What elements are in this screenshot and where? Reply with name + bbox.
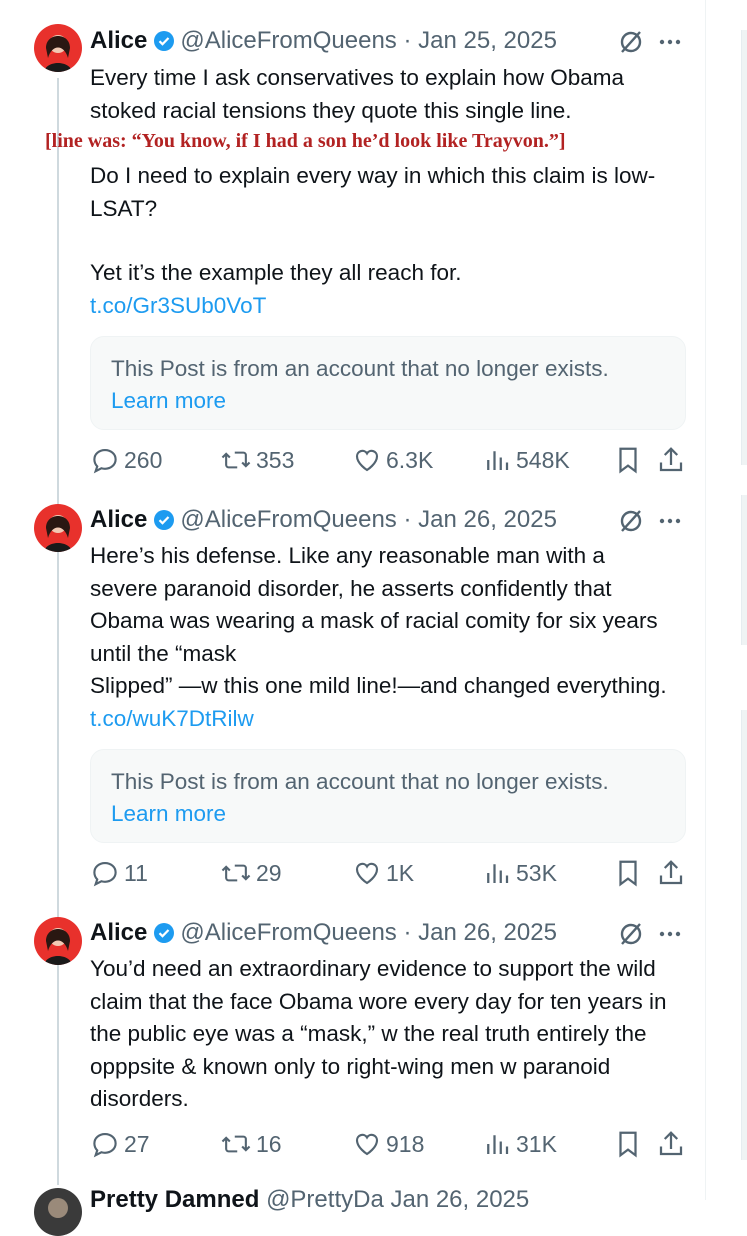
display-name[interactable]: Alice (90, 27, 148, 54)
reply-count: 11 (124, 859, 148, 886)
verified-badge-icon (153, 30, 175, 52)
repost-icon (220, 445, 252, 475)
like-button[interactable] (352, 445, 433, 475)
like-icon (352, 1129, 382, 1159)
timestamp[interactable]: Jan 26, 2025 (390, 1186, 530, 1213)
views-count: 53K (516, 859, 557, 886)
tweet-header-icons (618, 508, 682, 539)
like-count: 1K (386, 859, 415, 886)
tweet-text-continued (90, 160, 695, 322)
tweet-header (90, 505, 557, 535)
views-count: 31K (516, 1130, 557, 1157)
display-name[interactable]: Pretty Damned (90, 1186, 260, 1213)
tweet-text-paragraph: Do I need to explain every way in which this claim is low-LSAT? (90, 163, 656, 221)
reply-button[interactable] (90, 445, 162, 475)
unavailable-message: This Post is from an account that no longer exists. (111, 769, 609, 794)
bookmark-icon (614, 445, 642, 475)
bookmark-button[interactable] (614, 858, 642, 888)
like-icon (352, 445, 382, 475)
bookmark-button[interactable] (614, 445, 642, 475)
avatar[interactable] (34, 917, 82, 965)
share-button[interactable] (656, 445, 686, 475)
right-column-card-3 (741, 710, 747, 1160)
repost-button[interactable] (220, 445, 294, 475)
unavailable-message: This Post is from an account that no longer exists. (111, 356, 609, 381)
tweet-text (90, 540, 695, 735)
like-icon (352, 858, 382, 888)
right-column-card-1 (741, 30, 747, 465)
dot-separator: · (396, 506, 419, 533)
like-count: 6.3K (386, 446, 434, 473)
reply-button[interactable] (90, 858, 148, 888)
repost-count: 16 (256, 1130, 282, 1157)
tweet[interactable] (0, 905, 705, 1180)
share-icon (656, 445, 686, 475)
tweet-header-icons (618, 29, 682, 60)
bookmark-button[interactable] (614, 1129, 642, 1159)
tweet-text-paragraph: Slipped” —w this one mild line!—and changed everything. (90, 673, 667, 698)
repost-count: 353 (256, 446, 295, 473)
handle[interactable]: @AliceFromQueens (180, 506, 397, 533)
learn-more-link[interactable]: Learn more (111, 388, 227, 413)
more-icon[interactable] (658, 509, 682, 538)
right-column-card-2 (741, 495, 747, 645)
share-icon (656, 1129, 686, 1159)
more-icon[interactable] (658, 30, 682, 59)
handle[interactable]: @PrettyDa (266, 1186, 384, 1213)
tweet[interactable] (0, 0, 705, 490)
like-button[interactable] (352, 1129, 424, 1159)
repost-icon (220, 858, 252, 888)
grok-icon[interactable] (618, 508, 644, 539)
share-button[interactable] (656, 858, 686, 888)
views-icon (482, 1129, 512, 1159)
repost-count: 29 (256, 859, 282, 886)
reply-icon (90, 1129, 120, 1159)
grok-icon[interactable] (618, 29, 644, 60)
display-name[interactable]: Alice (90, 506, 148, 533)
views-icon (482, 445, 512, 475)
handle[interactable]: @AliceFromQueens (180, 919, 397, 946)
views-button[interactable] (482, 858, 557, 888)
reply-button[interactable] (90, 1129, 150, 1159)
reply-count: 260 (124, 446, 163, 473)
views-icon (482, 858, 512, 888)
quoted-post-unavailable[interactable] (90, 749, 686, 843)
avatar[interactable] (34, 1188, 82, 1236)
reply-icon (90, 858, 120, 888)
share-icon (656, 858, 686, 888)
tweet-text-paragraph: Here’s his defense. Like any reasonable man with a severe paranoid disorder, he asserts confidently that Obama was wearing a mask of racial comity for six years until the “mask (90, 543, 658, 666)
bookmark-icon (614, 1129, 642, 1159)
tweet-text (90, 62, 695, 127)
display-name[interactable]: Alice (90, 919, 148, 946)
column-border (705, 0, 706, 1200)
reply-count: 27 (124, 1130, 150, 1157)
repost-button[interactable] (220, 1129, 282, 1159)
avatar[interactable] (34, 24, 82, 72)
tweet-link[interactable]: t.co/Gr3SUb0VoT (90, 292, 267, 318)
tweet-header-icons (618, 921, 682, 952)
timestamp[interactable]: Jan 26, 2025 (418, 506, 557, 533)
tweet-text-paragraph: Yet it’s the example they all reach for. (90, 260, 462, 285)
action-bar (90, 858, 690, 890)
like-button[interactable] (352, 858, 414, 888)
repost-icon (220, 1129, 252, 1159)
grok-icon[interactable] (618, 921, 644, 952)
action-bar (90, 1129, 690, 1161)
views-count: 548K (516, 446, 570, 473)
reply-icon (90, 445, 120, 475)
share-button[interactable] (656, 1129, 686, 1159)
tweet-text-paragraph: You’d need an extraordinary evidence to support the wild claim that the face Obama wore every day for ten years in the public eye was a “mask,” w the real truth entirely the opppsite & known only to right-wing men w paranoid disorders. (90, 956, 667, 1111)
tweet-text (90, 953, 695, 1116)
verified-badge-icon (153, 922, 175, 944)
dot-separator: · (396, 27, 419, 54)
avatar[interactable] (34, 504, 82, 552)
tweet[interactable] (0, 490, 705, 905)
repost-button[interactable] (220, 858, 282, 888)
timestamp[interactable]: Jan 26, 2025 (418, 919, 557, 946)
handle[interactable]: @AliceFromQueens (180, 27, 397, 54)
verified-badge-icon (153, 509, 175, 531)
dot-separator: · (396, 919, 419, 946)
views-button[interactable] (482, 1129, 557, 1159)
quoted-post-unavailable[interactable] (90, 336, 686, 430)
tweet-header (90, 26, 557, 56)
tweet-link[interactable]: t.co/wuK7DtRilw (90, 705, 254, 731)
next-tweet-header (90, 1186, 529, 1214)
editor-note: [line was: “You know, if I had a son he’d look like Trayvon.”] (45, 130, 566, 152)
tweet-header (90, 918, 557, 948)
timestamp[interactable]: Jan 25, 2025 (418, 27, 557, 54)
tweet-text-paragraph: Every time I ask conservatives to explain how Obama stoked racial tensions they quote this single line. (90, 65, 624, 123)
bookmark-icon (614, 858, 642, 888)
more-icon[interactable] (658, 922, 682, 951)
action-bar (90, 445, 690, 477)
views-button[interactable] (482, 445, 570, 475)
learn-more-link[interactable]: Learn more (111, 801, 227, 826)
like-count: 918 (386, 1130, 425, 1157)
